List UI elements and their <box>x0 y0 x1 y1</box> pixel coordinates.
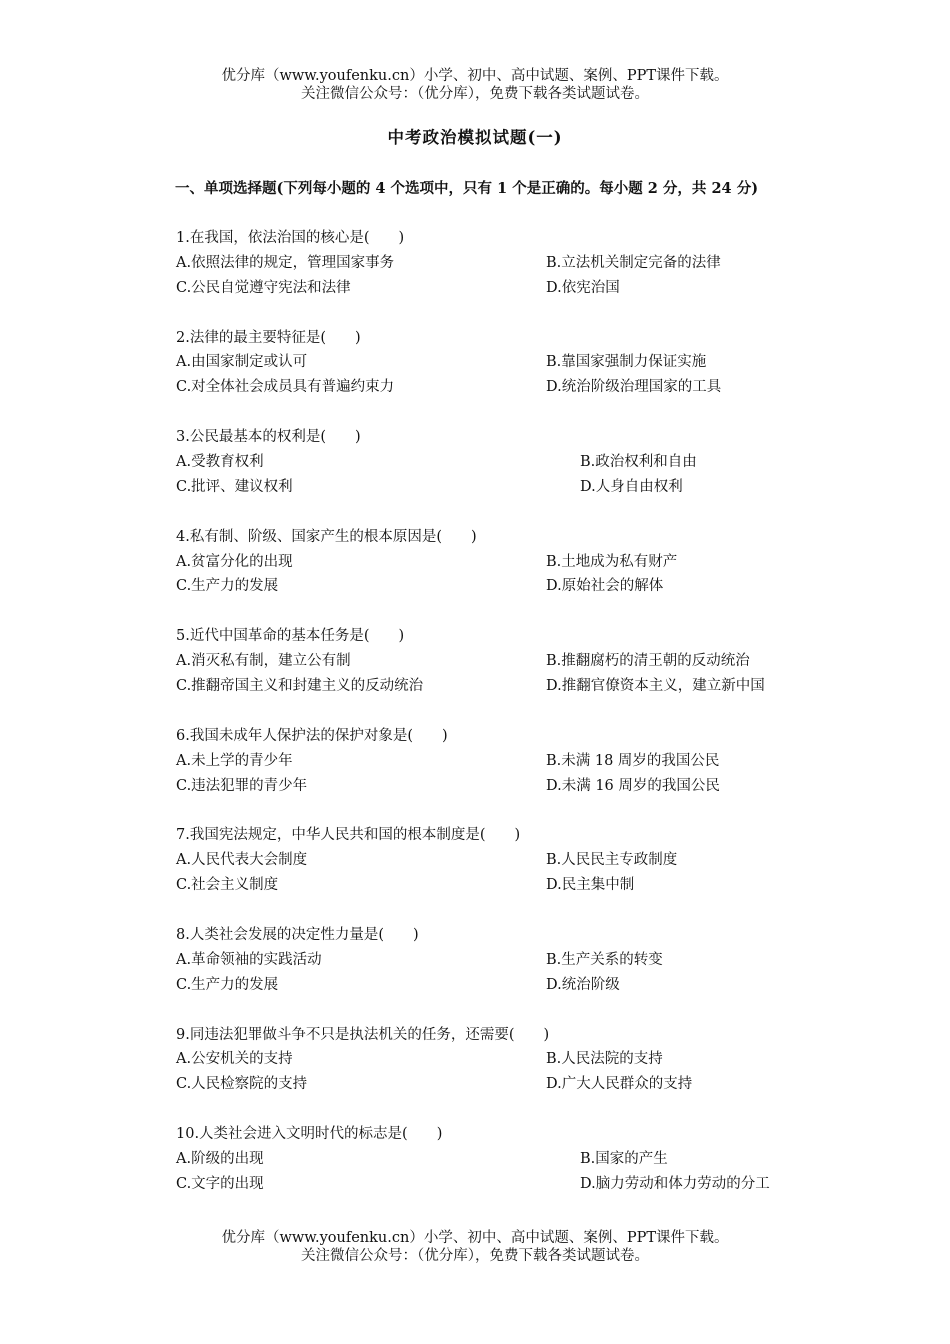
option-b: B.人民民主专政制度 <box>546 852 678 869</box>
question-stem: 2.法律的最主要特征是( ) <box>176 329 361 346</box>
page-footer <box>0 1229 950 1265</box>
option-b: B.推翻腐朽的清王朝的反动统治 <box>546 653 750 670</box>
option-b: B.生产关系的转变 <box>546 951 663 968</box>
question-stem: 1.在我国，依法治国的核心是( ) <box>176 230 405 246</box>
option-c: C.推翻帝国主义和封建主义的反动统治 <box>176 678 424 695</box>
question-5 <box>176 624 836 699</box>
question-stem: 5.近代中国革命的基本任务是( ) <box>176 628 405 645</box>
option-c: C.文字的出现 <box>176 1175 264 1192</box>
question-9 <box>176 1023 836 1098</box>
option-d: D.脑力劳动和体力劳动的分工 <box>580 1175 770 1192</box>
question-stem: 4.私有制、阶级、国家产生的根本原因是( ) <box>176 528 477 545</box>
question-stem: 3.公民最基本的权利是( ) <box>176 429 361 446</box>
option-c: C.社会主义制度 <box>176 877 279 894</box>
option-a: A.贫富分化的出现 <box>176 553 293 570</box>
option-a: A.公安机关的支持 <box>176 1051 293 1068</box>
question-6 <box>176 724 836 799</box>
option-a: A.受教育权利 <box>176 454 264 471</box>
question-stem: 6.我国未成年人保护法的保护对象是( ) <box>176 727 448 744</box>
option-c: C.对全体社会成员具有普遍约束力 <box>176 379 395 396</box>
question-list <box>176 226 836 1222</box>
header-line-2: 关注微信公众号：（优分库），免费下载各类试题试卷。 <box>301 86 649 102</box>
question-stem: 10.人类社会进入文明时代的标志是( ) <box>176 1126 443 1143</box>
option-d: D.未满 16 周岁的我国公民 <box>546 777 720 794</box>
option-c: C.批评、建议权利 <box>176 478 293 495</box>
option-a: A.消灭私有制，建立公有制 <box>176 653 351 670</box>
footer-line-2: 关注微信公众号：（优分库），免费下载各类试题试卷。 <box>301 1248 649 1264</box>
option-a: A.由国家制定或认可 <box>176 354 308 371</box>
question-2 <box>176 326 836 401</box>
option-c: C.生产力的发展 <box>176 578 279 595</box>
section-heading: 一、单项选择题(下列每小题的 4 个选项中，只有 1 个是正确的。每小题 2 分，共 24 分) <box>175 180 759 197</box>
option-b: B.未满 18 周岁的我国公民 <box>546 752 720 769</box>
exam-title: 中考政治模拟试题(一) <box>387 128 563 147</box>
option-d: D.统治阶级治理国家的工具 <box>546 379 722 396</box>
question-stem: 7.我国宪法规定，中华人民共和国的根本制度是( ) <box>176 827 521 844</box>
option-c: C.违法犯罪的青少年 <box>176 777 308 794</box>
option-a: A.阶级的出现 <box>176 1150 264 1167</box>
question-7 <box>176 823 836 898</box>
option-a: A.依照法律的规定，管理国家事务 <box>176 254 395 271</box>
question-4 <box>176 525 836 600</box>
footer-line-1: 优分库（www.youfenku.cn）小学、初中、高中试题、案例、PPT课件下载。 <box>221 1230 729 1246</box>
option-b: B.政治权利和自由 <box>580 454 697 471</box>
option-d: D.依宪治国 <box>546 279 620 296</box>
option-b: B.立法机关制定完备的法律 <box>546 254 721 271</box>
option-b: B.土地成为私有财产 <box>546 553 678 570</box>
option-d: D.推翻官僚资本主义，建立新中国 <box>546 678 765 695</box>
option-c: C.公民自觉遵守宪法和法律 <box>176 279 351 296</box>
option-d: D.民主集中制 <box>546 877 635 894</box>
question-stem: 8.人类社会发展的决定性力量是( ) <box>176 926 419 943</box>
option-b: B.国家的产生 <box>580 1150 668 1167</box>
option-a: A.革命领袖的实践活动 <box>176 951 322 968</box>
question-1 <box>176 226 836 301</box>
option-d: D.统治阶级 <box>546 976 620 993</box>
question-stem: 9.同违法犯罪做斗争不只是执法机关的任务，还需要( ) <box>176 1026 550 1043</box>
option-a: A.未上学的青少年 <box>176 752 293 769</box>
question-8 <box>176 923 836 998</box>
option-c: C.生产力的发展 <box>176 976 279 993</box>
option-d: D.广大人民群众的支持 <box>546 1076 693 1093</box>
page-header <box>0 67 950 103</box>
option-c: C.人民检察院的支持 <box>176 1076 308 1093</box>
option-d: D.原始社会的解体 <box>546 578 664 595</box>
option-a: A.人民代表大会制度 <box>176 852 308 869</box>
option-b: B.靠国家强制力保证实施 <box>546 354 707 371</box>
question-3 <box>176 425 836 500</box>
option-b: B.人民法院的支持 <box>546 1051 663 1068</box>
question-10 <box>176 1122 836 1197</box>
option-d: D.人身自由权利 <box>580 478 683 495</box>
header-line-1: 优分库（www.youfenku.cn）小学、初中、高中试题、案例、PPT课件下载。 <box>221 68 729 84</box>
